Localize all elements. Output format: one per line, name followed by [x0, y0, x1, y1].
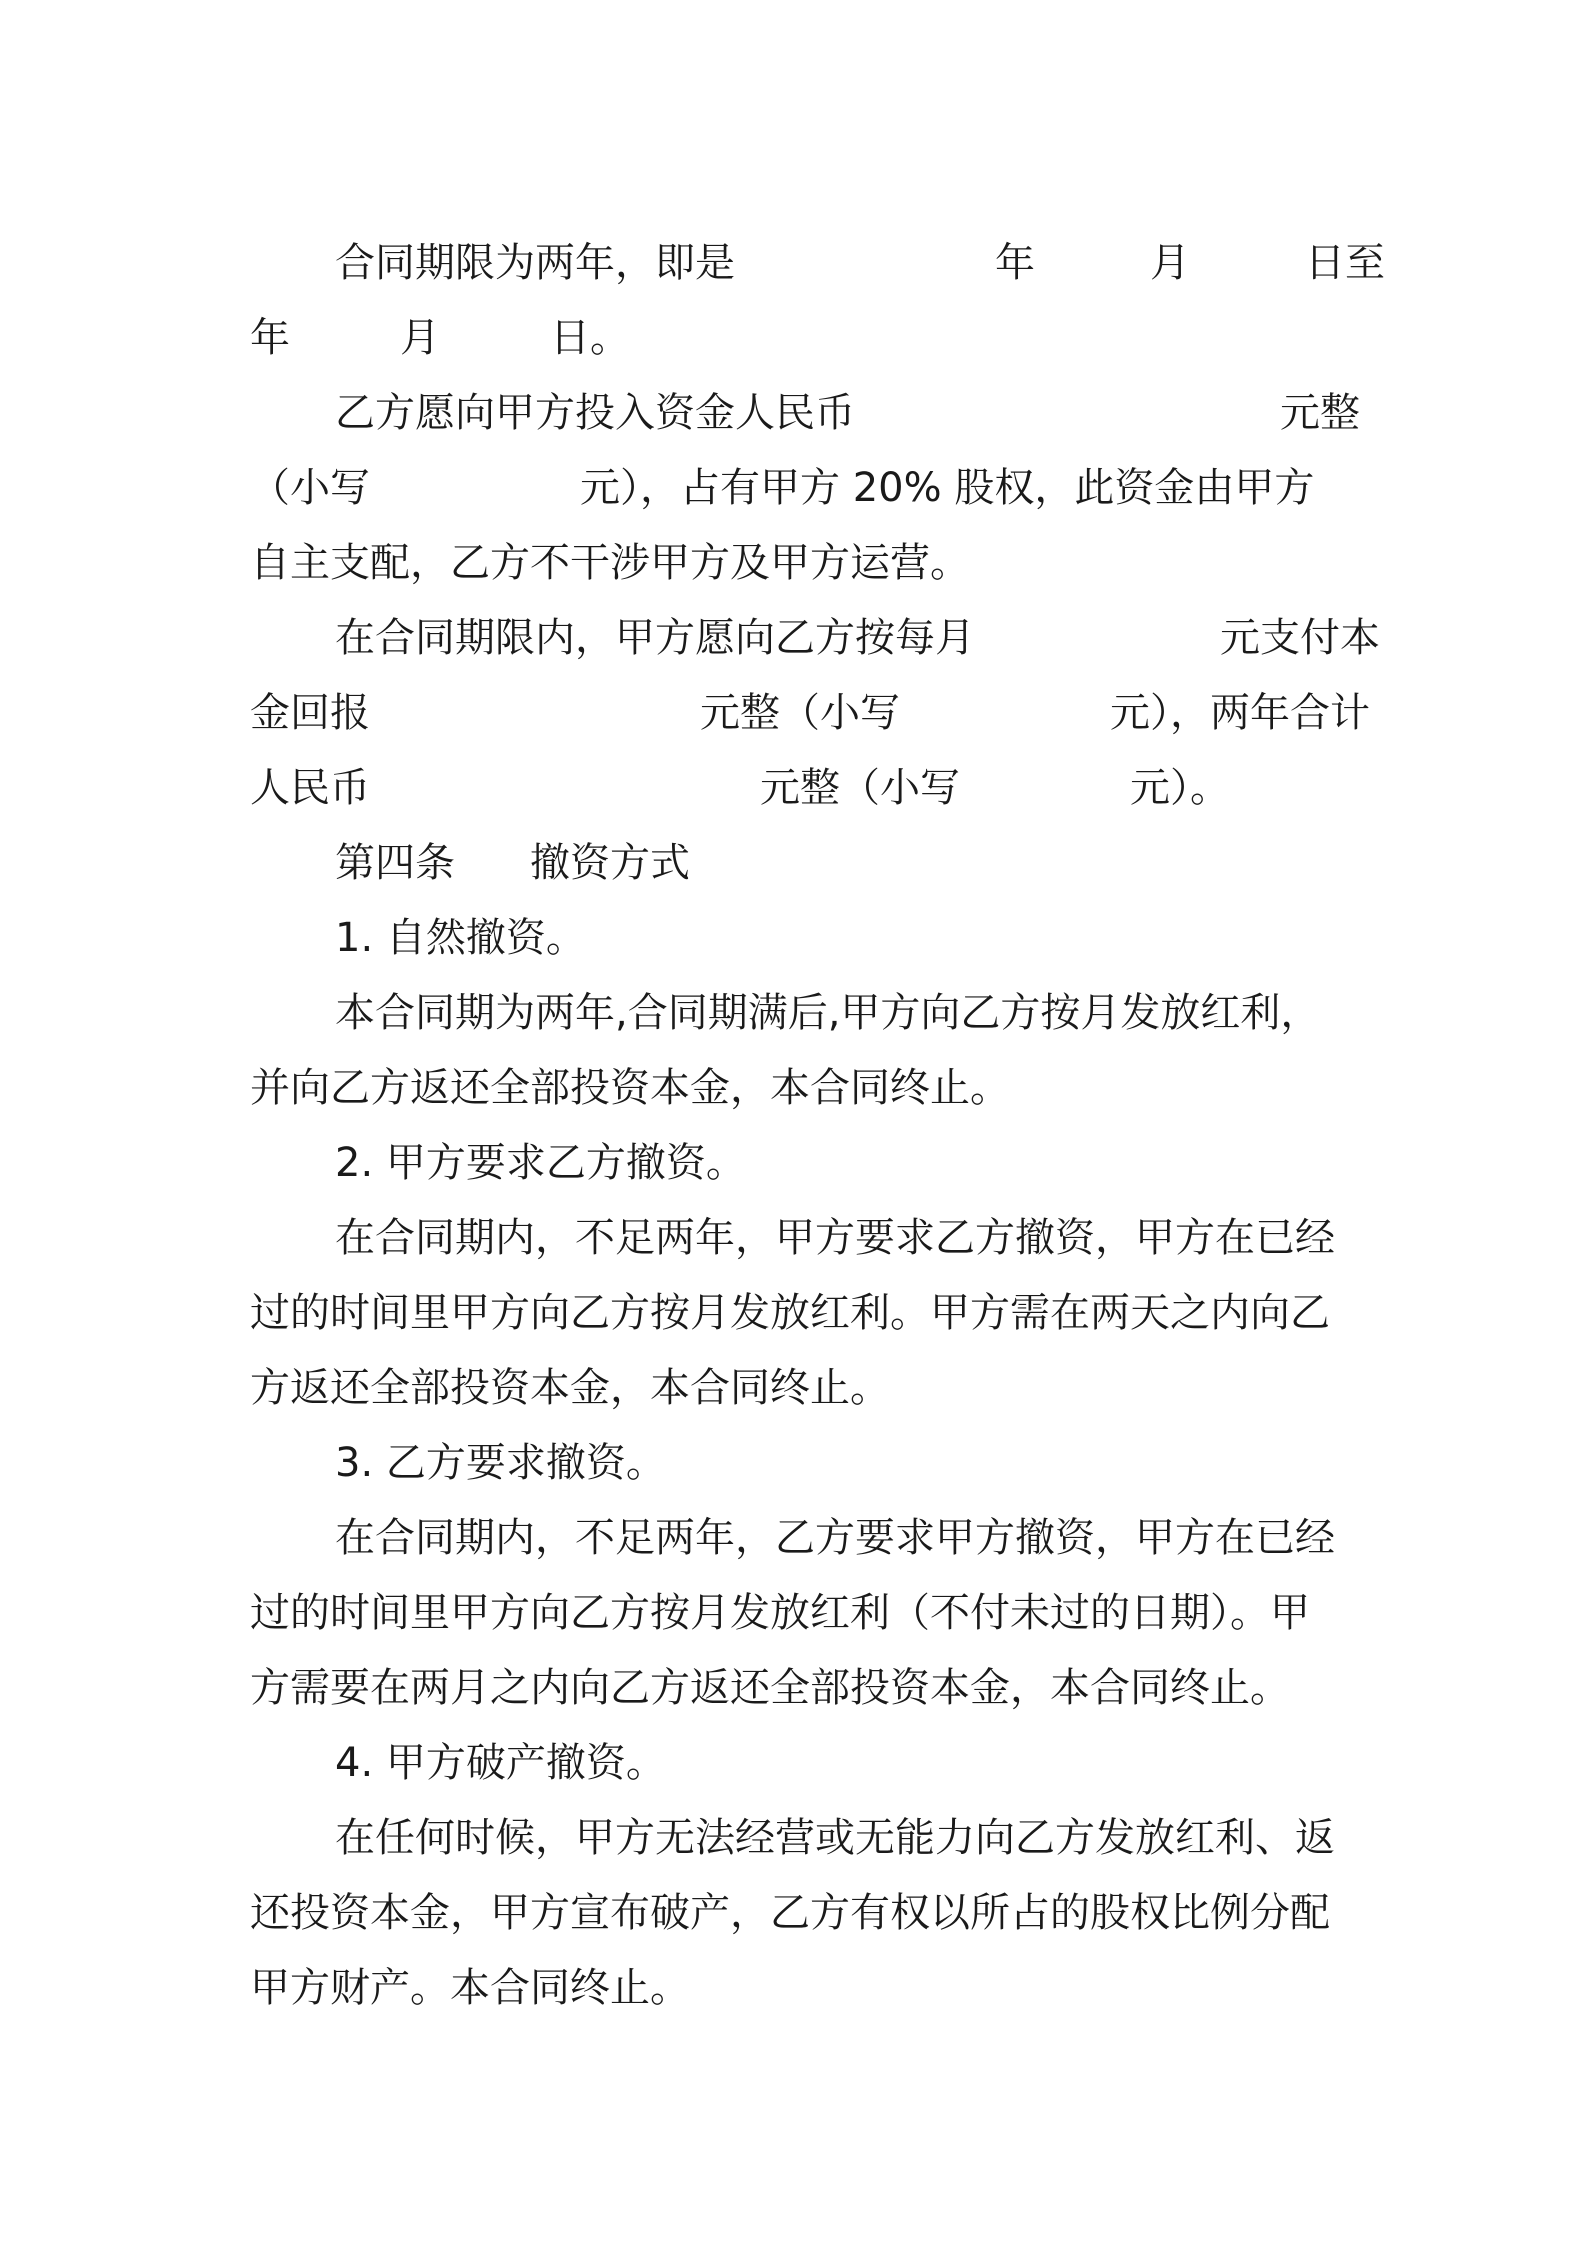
- clause-3-title: 3. 乙方要求撤资。: [335, 1440, 666, 1486]
- article-four-heading: [250, 833, 1385, 893]
- article-title: 撤资方式: [530, 840, 690, 886]
- total-small-unit: 元）。: [1130, 765, 1230, 811]
- investment-line-2: [250, 458, 1385, 518]
- contract-term-end-line: [250, 308, 1385, 368]
- clause-1-body-line-2: [250, 1058, 1385, 1118]
- return-line-2: [250, 683, 1385, 743]
- clause-1-heading: [250, 908, 1385, 968]
- fund-usage-text: 自主支配，乙方不干涉甲方及甲方运营。: [250, 540, 970, 586]
- clause-4-body-line-3: [250, 1958, 1385, 2018]
- investment-line-3: [250, 533, 1385, 593]
- monthly-return-unit: 元支付本: [1220, 615, 1380, 661]
- total-unit: 元整（小写: [760, 765, 960, 811]
- clause-3-text-1: 在合同期内，不足两年，乙方要求甲方撤资，甲方在已经: [335, 1515, 1335, 1561]
- end-day-label: 日。: [550, 315, 630, 361]
- two-year-total-text: 元），两年合计: [1110, 690, 1370, 736]
- investment-text: 乙方愿向甲方投入资金人民币: [335, 390, 855, 436]
- clause-1-body-line-1: [335, 983, 1385, 1043]
- article-number: 第四条: [335, 840, 455, 886]
- principal-return-label: 金回报: [250, 690, 370, 736]
- clause-2-title: 2. 甲方要求乙方撤资。: [335, 1140, 746, 1186]
- contract-term-text: 合同期限为两年，即是: [335, 240, 735, 286]
- clause-2-text-1: 在合同期内，不足两年，甲方要求乙方撤资，甲方在已经: [335, 1215, 1335, 1261]
- clause-4-text-2: 还投资本金，甲方宣布破产，乙方有权以所占的股权比例分配: [250, 1890, 1330, 1936]
- rmb-label: 人民币: [250, 765, 370, 811]
- clause-2-text-2: 过的时间里甲方向乙方按月发放红利。甲方需在两天之内向乙: [250, 1290, 1330, 1336]
- clause-2-body-line-1: [250, 1208, 1385, 1268]
- clause-2-text-3: 方返还全部投资本金，本合同终止。: [250, 1365, 890, 1411]
- clause-1-text-1: 本合同期为两年,合同期满后,甲方向乙方按月发放红利，: [335, 990, 1321, 1036]
- clause-3-heading: [250, 1433, 1385, 1493]
- small-amount-label: （小写: [250, 465, 370, 511]
- end-month-label: 月: [400, 315, 440, 361]
- return-line-1: [250, 608, 1385, 668]
- clause-4-body-line-1: [250, 1808, 1385, 1868]
- clause-4-text-3: 甲方财产。本合同终止。: [250, 1965, 690, 2011]
- clause-4-title: 4. 甲方破产撤资。: [335, 1740, 666, 1786]
- clause-1-title: 1. 自然撤资。: [335, 915, 586, 961]
- contract-term-line: [250, 233, 1385, 293]
- investment-line-1: [250, 383, 1385, 443]
- clause-3-text-3: 方需要在两月之内向乙方返还全部投资本金，本合同终止。: [250, 1665, 1290, 1711]
- clause-4-heading: [250, 1733, 1385, 1793]
- clause-2-body-line-3: [250, 1358, 1385, 1418]
- clause-3-body-line-3: [250, 1658, 1385, 1718]
- clause-1-text-2: 并向乙方返还全部投资本金，本合同终止。: [250, 1065, 1010, 1111]
- end-year-label: 年: [250, 315, 290, 361]
- equity-share-text: 元），占有甲方 20% 股权，此资金由甲方: [580, 465, 1315, 511]
- start-month-label: 月: [1150, 240, 1190, 286]
- clause-3-body-line-2: [250, 1583, 1385, 1643]
- clause-4-body-line-2: [250, 1883, 1385, 1943]
- return-line-3: [250, 758, 1385, 818]
- clause-2-body-line-2: [250, 1283, 1385, 1343]
- clause-2-heading: [250, 1133, 1385, 1193]
- clause-4-text-1: 在任何时候，甲方无法经营或无能力向乙方发放红利、返: [335, 1815, 1335, 1861]
- investment-unit: 元整: [1280, 390, 1360, 436]
- principal-return-unit: 元整（小写: [700, 690, 900, 736]
- clause-3-text-2: 过的时间里甲方向乙方按月发放红利（不付未过的日期）。甲: [250, 1590, 1310, 1636]
- clause-3-body-line-1: [250, 1508, 1385, 1568]
- start-day-label: 日至: [1305, 240, 1385, 286]
- start-year-label: 年: [995, 240, 1035, 286]
- monthly-return-text: 在合同期限内，甲方愿向乙方按每月: [335, 615, 975, 661]
